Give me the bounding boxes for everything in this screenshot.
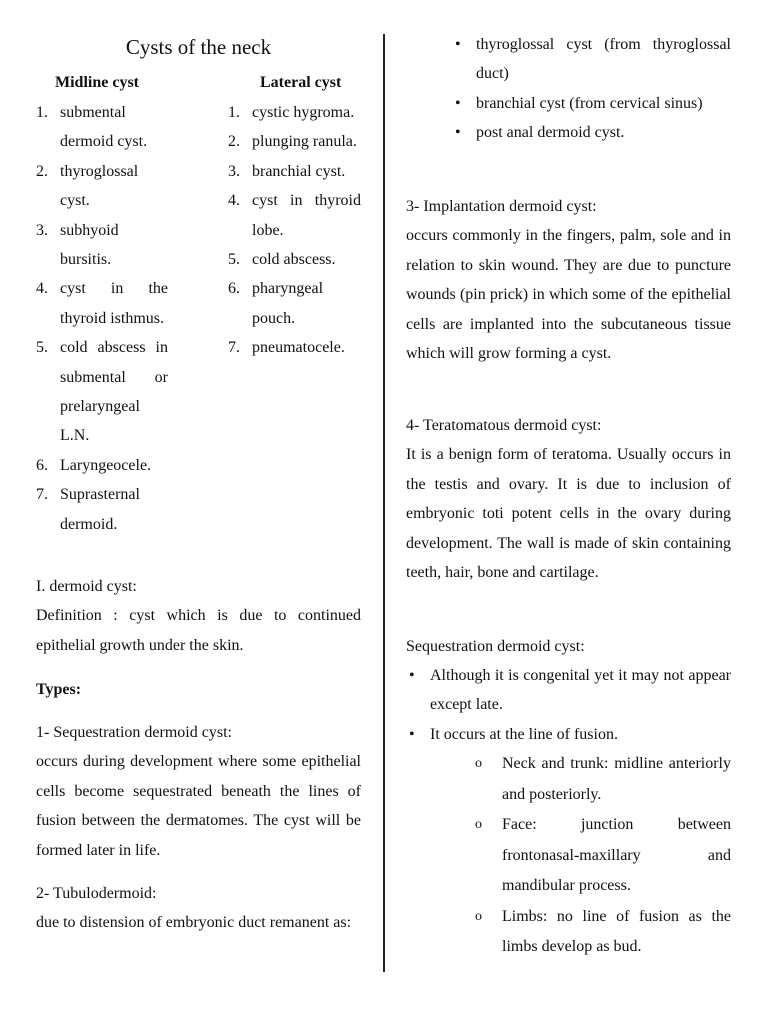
sequestration-section xyxy=(36,718,361,865)
implantation-text: occurs commonly in the fingers, palm, sole and in relation to skin wound. They are due to puncture wounds (pin prick) in which some of the epithelial cells are implanted into the subcutaneous tissue which will grow forming a cyst. xyxy=(406,227,731,363)
tubulodermoid-bullet-list xyxy=(452,30,731,148)
bullet-text: Limbs: no line of fusion as the limbs develop as bud. xyxy=(502,907,731,955)
list-item xyxy=(36,98,168,157)
bullet-text: Face: junction between frontonasal-maxillary and mandibular process. xyxy=(502,816,731,894)
bullet-item xyxy=(452,89,731,118)
item-text: cystic hygroma. xyxy=(252,104,355,121)
teratomatous-heading: 4- Teratomatous dermoid cyst: xyxy=(406,417,602,434)
page-title: Cysts of the neck xyxy=(125,35,272,59)
definition-text: Definition : cyst which is due to continued epithelial growth under the skin. xyxy=(36,607,361,654)
bullet-item xyxy=(475,902,731,963)
item-text: subhyoid bursitis. xyxy=(60,221,119,269)
bullet-item xyxy=(475,749,731,810)
types-heading: Types: xyxy=(36,681,82,698)
list-item xyxy=(36,157,168,216)
bullet-dot-icon: • xyxy=(455,36,461,53)
list-item xyxy=(228,127,361,156)
item-number: 5. xyxy=(36,339,48,357)
item-number: 4. xyxy=(228,192,240,210)
item-number: 7. xyxy=(228,339,240,357)
list-item xyxy=(228,245,361,274)
bullet-text: Neck and trunk: midline anteriorly and posteriorly. xyxy=(502,755,731,803)
bullet-dot-icon: • xyxy=(455,94,461,112)
bullet-text: It occurs at the line of fusion. xyxy=(430,725,618,743)
list-item xyxy=(228,186,361,245)
fusion-lines-list xyxy=(475,749,731,963)
list-item xyxy=(36,274,168,333)
item-text: Laryngeocele. xyxy=(60,456,152,474)
item-number: 1. xyxy=(36,104,48,121)
list-item xyxy=(228,98,361,127)
item-text: plunging ranula. xyxy=(252,133,357,151)
lateral-column xyxy=(228,68,361,363)
item-number: 3. xyxy=(228,162,240,180)
lateral-header: Lateral cyst xyxy=(260,74,342,91)
item-text: pharyngeal pouch. xyxy=(252,280,324,327)
column-divider xyxy=(383,34,385,972)
implantation-heading: 3- Implantation dermoid cyst: xyxy=(406,198,597,215)
item-text: cyst in thyroid lobe. xyxy=(252,192,361,239)
midline-list xyxy=(36,98,168,539)
item-text: submental dermoid cyst. xyxy=(60,104,148,151)
list-item xyxy=(36,333,168,451)
bullet-item xyxy=(475,810,731,902)
bullet-dot-icon: • xyxy=(409,725,415,743)
item-number: 6. xyxy=(36,456,48,474)
item-number: 6. xyxy=(228,280,240,298)
item-text: cold abscess. xyxy=(252,251,336,269)
teratomatous-section xyxy=(406,411,731,587)
bullet-circle-icon: o xyxy=(475,756,482,771)
bullet-circle-icon: o xyxy=(475,817,482,832)
dermoid-section xyxy=(36,572,361,660)
midline-column xyxy=(36,68,168,539)
bullet-item xyxy=(452,30,731,89)
teratomatous-text: It is a benign form of teratoma. Usually occurs in the testis and ovary. It is due to inclusion of embryonic toti potent cells in the ovary during development. The wall is made of skin containing teeth, hair, bone and cartilage. xyxy=(406,446,731,582)
fusion-lines-section xyxy=(475,749,731,963)
bullet-item xyxy=(452,118,731,147)
sequestration-text: occurs during development where some epithelial cells become sequestrated beneath the lines of fusion between the dermatomes. The cyst will be formed later in life. xyxy=(36,753,361,859)
item-number: 1. xyxy=(228,104,240,121)
bullet-circle-icon: o xyxy=(475,908,482,924)
types-section xyxy=(36,675,361,704)
list-item xyxy=(36,216,168,275)
list-item xyxy=(228,157,361,186)
lateral-list xyxy=(228,98,361,363)
tubulodermoid-examples xyxy=(452,30,731,148)
midline-header: Midline cyst xyxy=(55,74,139,91)
item-number: 2. xyxy=(228,133,240,151)
item-number: 7. xyxy=(36,486,48,504)
item-text: branchial cyst. xyxy=(252,162,346,180)
bullet-text: post anal dermoid cyst. xyxy=(476,124,625,142)
list-item xyxy=(228,333,361,362)
item-number: 3. xyxy=(36,221,48,239)
bullet-dot-icon: • xyxy=(455,124,461,142)
item-text: Suprasternal dermoid. xyxy=(60,486,140,533)
item-number: 5. xyxy=(228,251,240,269)
list-item xyxy=(36,451,168,480)
tubulodermoid-heading: 2- Tubulodermoid: xyxy=(36,885,157,902)
bullet-dot-icon: • xyxy=(409,667,415,684)
sequestration-heading: 1- Sequestration dermoid cyst: xyxy=(36,724,232,741)
bullet-text: branchial cyst (from cervical sinus) xyxy=(476,94,703,112)
implantation-section xyxy=(406,192,731,368)
item-number: 4. xyxy=(36,280,48,298)
item-text: pneumatocele. xyxy=(252,339,345,357)
bullet-text: Although it is congenital yet it may not appear except late. xyxy=(430,667,731,714)
sequestration-dermoid-section xyxy=(406,632,731,661)
sequestration-dermoid-heading: Sequestration dermoid cyst: xyxy=(406,638,585,655)
item-text: thyroglossal cyst. xyxy=(60,162,139,210)
item-text: cold abscess in submental or prelaryngeal L.N. xyxy=(60,339,168,445)
sequestration-dermoid-bullets xyxy=(406,661,731,749)
bullet-item xyxy=(406,720,731,749)
list-item xyxy=(36,480,168,539)
item-number: 2. xyxy=(36,162,48,180)
tubulodermoid-section xyxy=(36,879,361,938)
list-item xyxy=(228,274,361,333)
bullet-text: thyroglossal cyst (from thyroglossal duct) xyxy=(476,36,731,83)
sequestration-bullet-list xyxy=(406,661,731,749)
tubulodermoid-text: due to distension of embryonic duct remanent as: xyxy=(36,914,352,932)
bullet-item xyxy=(406,661,731,720)
dermoid-heading: I. dermoid cyst: xyxy=(36,578,137,595)
item-text: cyst in the thyroid isthmus. xyxy=(60,280,168,327)
